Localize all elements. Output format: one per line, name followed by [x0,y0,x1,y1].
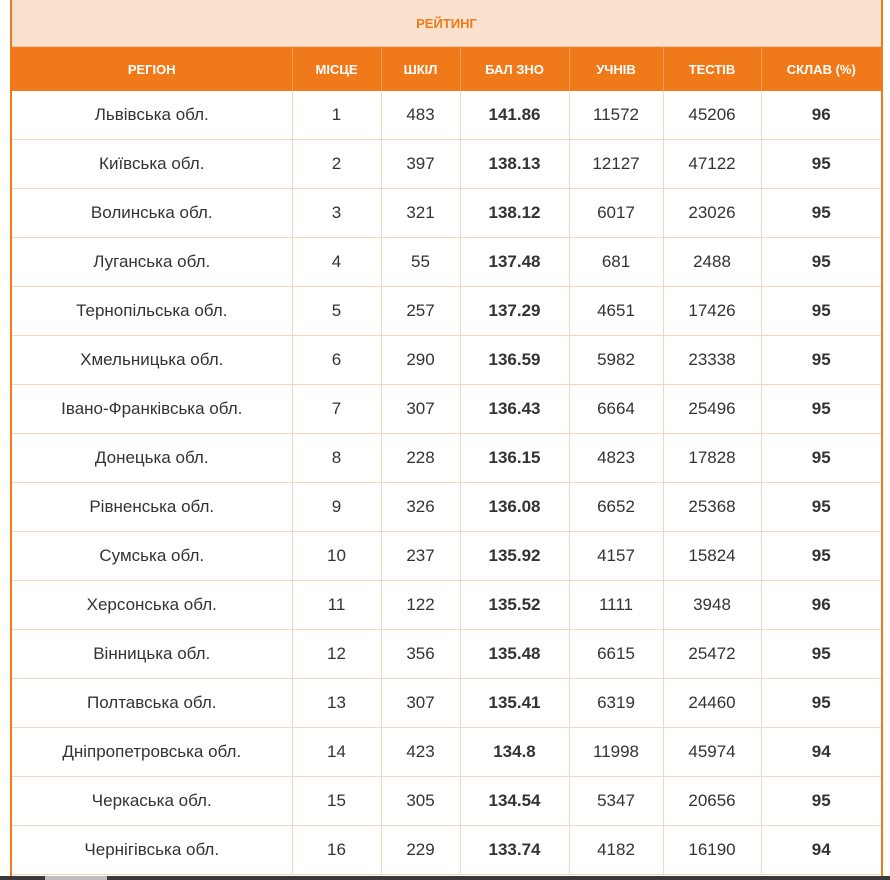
table-row [12,728,881,777]
cell-place: 7 [292,385,381,434]
cell-tests: 17828 [663,434,761,483]
cell-tests: 47122 [663,140,761,189]
cell-schools: 423 [381,728,460,777]
cell-composition: 95 [761,777,881,826]
cell-score: 137.29 [460,287,569,336]
cell-pupils: 4823 [569,434,663,483]
table-body [12,91,881,875]
cell-pupils: 681 [569,238,663,287]
table-row [12,287,881,336]
cell-region: Рівненська обл. [12,483,292,532]
cell-pupils: 6615 [569,630,663,679]
cell-composition: 96 [761,581,881,630]
table-row [12,777,881,826]
cell-composition: 95 [761,630,881,679]
cell-tests: 2488 [663,238,761,287]
cell-tests: 25472 [663,630,761,679]
cell-pupils: 6017 [569,189,663,238]
cell-schools: 257 [381,287,460,336]
table-title: РЕЙТИНГ [12,0,881,47]
cell-schools: 122 [381,581,460,630]
column-header-pupils[interactable]: УЧНІВ [569,47,663,92]
rating-table-container [10,0,883,880]
cell-region: Вінницька обл. [12,630,292,679]
cell-place: 6 [292,336,381,385]
cell-pupils: 11998 [569,728,663,777]
cell-composition: 94 [761,826,881,875]
cell-tests: 15824 [663,532,761,581]
cell-score: 134.8 [460,728,569,777]
table-row [12,679,881,728]
cell-schools: 483 [381,91,460,140]
cell-composition: 95 [761,189,881,238]
cell-pupils: 11572 [569,91,663,140]
cell-schools: 307 [381,679,460,728]
column-header-region[interactable]: РЕГІОН [12,47,292,92]
cell-composition: 96 [761,91,881,140]
cell-region: Чернігівська обл. [12,826,292,875]
cell-tests: 20656 [663,777,761,826]
column-header-score[interactable]: БАЛ ЗНО [460,47,569,92]
cell-tests: 45974 [663,728,761,777]
cell-place: 9 [292,483,381,532]
cell-tests: 23338 [663,336,761,385]
table-title-row [12,0,881,47]
cell-score: 136.15 [460,434,569,483]
cell-schools: 397 [381,140,460,189]
table-row [12,483,881,532]
cell-score: 136.43 [460,385,569,434]
cell-pupils: 1111 [569,581,663,630]
cell-composition: 95 [761,385,881,434]
table-row [12,581,881,630]
cell-tests: 45206 [663,91,761,140]
cell-schools: 326 [381,483,460,532]
cell-region: Львівська обл. [12,91,292,140]
cell-schools: 305 [381,777,460,826]
cell-region: Дніпропетровська обл. [12,728,292,777]
rating-table [12,0,881,875]
cell-place: 15 [292,777,381,826]
cell-tests: 16190 [663,826,761,875]
horizontal-scrollbar[interactable] [0,876,890,880]
cell-region: Тернопільська обл. [12,287,292,336]
column-header-composition[interactable]: СКЛАВ (%) [761,47,881,92]
cell-place: 4 [292,238,381,287]
cell-score: 136.59 [460,336,569,385]
table-row [12,826,881,875]
cell-composition: 95 [761,483,881,532]
cell-pupils: 6664 [569,385,663,434]
table-row [12,238,881,287]
cell-composition: 95 [761,287,881,336]
cell-tests: 25368 [663,483,761,532]
cell-schools: 237 [381,532,460,581]
column-header-schools[interactable]: ШКІЛ [381,47,460,92]
cell-place: 8 [292,434,381,483]
cell-region: Херсонська обл. [12,581,292,630]
cell-composition: 94 [761,728,881,777]
cell-score: 136.08 [460,483,569,532]
cell-place: 14 [292,728,381,777]
cell-region: Хмельницька обл. [12,336,292,385]
table-header-row [12,47,881,92]
table-row [12,189,881,238]
cell-composition: 95 [761,679,881,728]
cell-score: 135.41 [460,679,569,728]
table-row [12,336,881,385]
cell-score: 134.54 [460,777,569,826]
scrollbar-thumb[interactable] [45,876,107,880]
cell-region: Луганська обл. [12,238,292,287]
cell-score: 133.74 [460,826,569,875]
cell-place: 3 [292,189,381,238]
cell-score: 138.12 [460,189,569,238]
cell-score: 135.52 [460,581,569,630]
cell-schools: 228 [381,434,460,483]
column-header-place[interactable]: МІСЦЕ [292,47,381,92]
cell-schools: 321 [381,189,460,238]
cell-region: Івано-Франківська обл. [12,385,292,434]
cell-place: 12 [292,630,381,679]
cell-composition: 95 [761,238,881,287]
cell-tests: 17426 [663,287,761,336]
cell-pupils: 4157 [569,532,663,581]
cell-schools: 356 [381,630,460,679]
cell-tests: 25496 [663,385,761,434]
cell-place: 2 [292,140,381,189]
cell-place: 5 [292,287,381,336]
table-row [12,140,881,189]
cell-place: 11 [292,581,381,630]
cell-pupils: 5982 [569,336,663,385]
cell-pupils: 4182 [569,826,663,875]
cell-tests: 3948 [663,581,761,630]
cell-composition: 95 [761,434,881,483]
cell-region: Полтавська обл. [12,679,292,728]
cell-score: 138.13 [460,140,569,189]
cell-pupils: 4651 [569,287,663,336]
cell-tests: 24460 [663,679,761,728]
table-row [12,385,881,434]
cell-pupils: 5347 [569,777,663,826]
cell-pupils: 6652 [569,483,663,532]
cell-region: Черкаська обл. [12,777,292,826]
cell-score: 135.48 [460,630,569,679]
cell-pupils: 12127 [569,140,663,189]
cell-place: 13 [292,679,381,728]
cell-pupils: 6319 [569,679,663,728]
cell-score: 141.86 [460,91,569,140]
column-header-tests[interactable]: ТЕСТІВ [663,47,761,92]
cell-score: 137.48 [460,238,569,287]
cell-region: Сумська обл. [12,532,292,581]
cell-score: 135.92 [460,532,569,581]
table-row [12,434,881,483]
cell-composition: 95 [761,140,881,189]
cell-tests: 23026 [663,189,761,238]
cell-region: Волинська обл. [12,189,292,238]
cell-place: 16 [292,826,381,875]
cell-schools: 55 [381,238,460,287]
table-row [12,630,881,679]
cell-region: Київська обл. [12,140,292,189]
table-row [12,91,881,140]
cell-composition: 95 [761,336,881,385]
cell-schools: 307 [381,385,460,434]
table-row [12,532,881,581]
cell-region: Донецька обл. [12,434,292,483]
cell-composition: 95 [761,532,881,581]
cell-schools: 229 [381,826,460,875]
cell-place: 1 [292,91,381,140]
cell-schools: 290 [381,336,460,385]
cell-place: 10 [292,532,381,581]
